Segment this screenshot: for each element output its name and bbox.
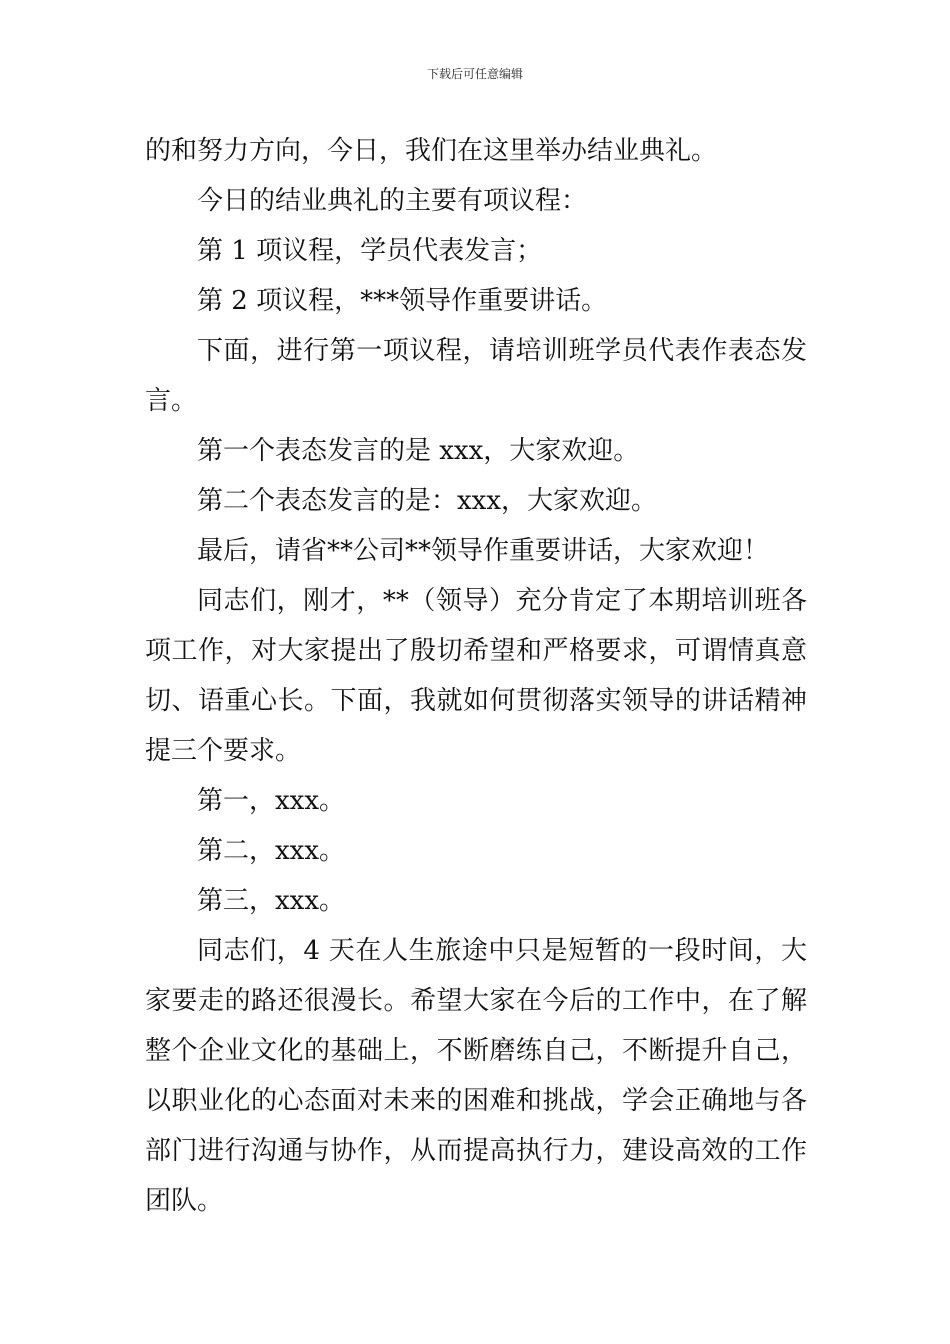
paragraph-6: 第一个表态发言的是 xxx，大家欢迎。 [197, 436, 640, 466]
page-header: 下载后可任意编辑 [426, 67, 523, 81]
paragraph-8: 最后，请省**公司**领导作重要讲话，大家欢迎！ [197, 536, 770, 566]
paragraph-12: 第三，xxx。 [197, 886, 345, 916]
paragraph-3: 第 1 项议程，学员代表发言； [197, 236, 543, 266]
paragraph-4: 第 2 项议程，***领导作重要讲话。 [197, 286, 608, 316]
paragraph-5: 下面，进行第一项议程，请培训班学员代表作表态发言。 [145, 336, 807, 416]
paragraph-2: 今日的结业典礼的主要有项议程： [197, 186, 588, 216]
paragraph-7: 第二个表态发言的是：xxx，大家欢迎。 [197, 486, 657, 516]
paragraph-11: 第二，xxx。 [197, 836, 345, 866]
paragraph-13: 同志们，4 天在人生旅途中只是短暂的一段时间，大家要走的路还很漫长。希望大家在今后的工作中，在了解整个企业文化的基础上，不断磨练自己，不断提升自己，以职业化的心态面对未来的困难和挑战，学会正确地与各部门进行沟通与协作，从而提高执行力，建设高效的工作团队。 [145, 936, 807, 1216]
paragraph-10: 第一，xxx。 [197, 786, 345, 816]
paragraph-9: 同志们，刚才，**（领导）充分肯定了本期培训班各项工作，对大家提出了殷切希望和严格要求，可谓情真意切、语重心长。下面，我就如何贯彻落实领导的讲话精神提三个要求。 [145, 586, 807, 766]
document-body [145, 126, 807, 1226]
paragraph-1: 的和努力方向，今日，我们在这里举办结业典礼。 [145, 136, 718, 166]
